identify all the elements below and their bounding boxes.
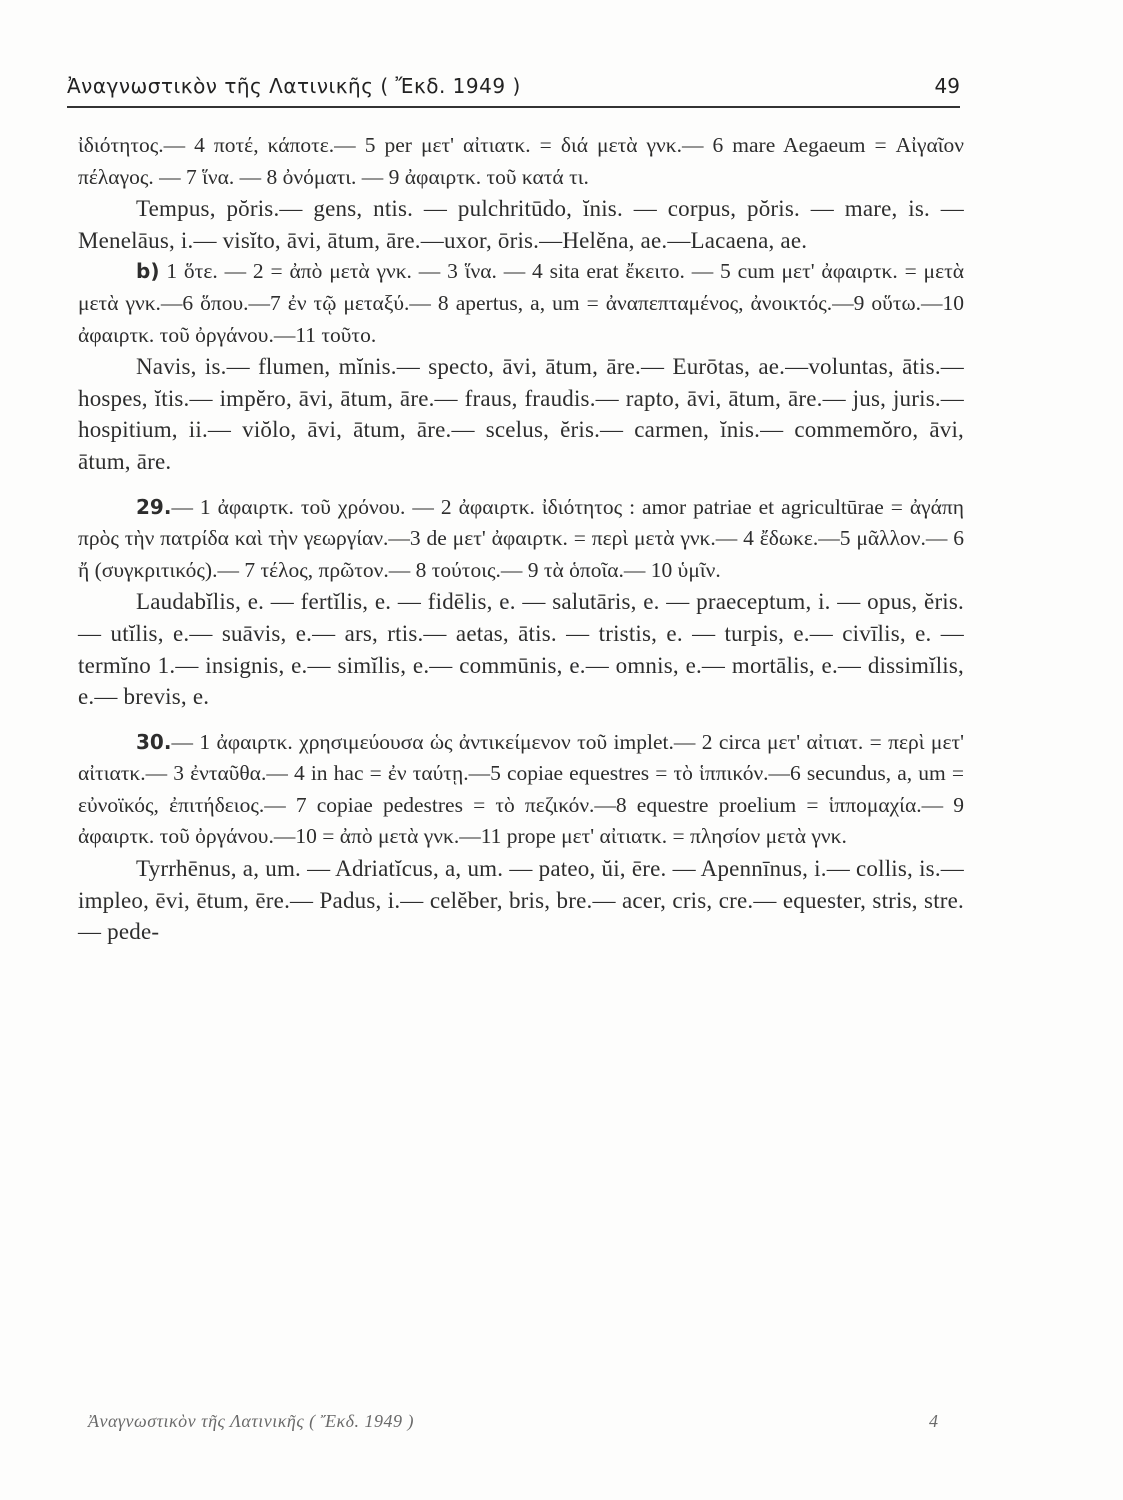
- paragraph-notes-30: [78, 727, 964, 853]
- section-label-b: b): [136, 259, 160, 284]
- paragraph-notes-continued: ἰδιότητος.— 4 ποτέ, κάποτε.— 5 per μετ' αἰτιατκ. = διά μετὰ γνκ.— 6 mare Aegaeum = Αἰγαῖον πέλαγος. — 7 ἵνα. — 8 ὀνόματι. — 9 ἀφαιρτκ. τοῦ κατά τι.: [78, 133, 964, 189]
- body-text: [78, 130, 964, 948]
- paragraph-vocabulary-30: Tyrrhēnus, a, um. — Adriatĭcus, a, um. — pateo, ŭi, ēre. — Apennīnus, i.— collis, is.— impleo, ēvi, ētum, ēre.— Padus, i.— celĕber, bris, bre.— acer, cris, cre.— equester, stris, stre.— pede-: [78, 856, 964, 945]
- paragraph-notes-b: [78, 256, 964, 351]
- footer-signature: Ἀναγνωστικὸν τῆς Λατινικῆς ( Ἔκδ. 1949 ): [88, 1411, 415, 1431]
- footer-signature-mark: 4: [929, 1411, 938, 1431]
- page-number: 49: [934, 74, 960, 98]
- paragraph-notes-30-text: — 1 ἀφαιρτκ. χρησιμεύουσα ὡς ἀντικείμενον τοῦ implet.— 2 circa μετ' αἰτιατ. = περὶ μετ' αἰτιατκ.— 3 ἐνταῦθα.— 4 in hac = ἐν ταύτῃ.—5 copiae equestres = τὸ ἱππικόν.—6 secundus, a, um = εὐνοϊκός, ἐπιτήδειος.— 7 copiae pedestres = τὸ πεζικόν.—8 equestre proelium = ἱππομαχία.— 9 ἀφαιρτκ. τοῦ ὀργάνου.—10 = ἀπὸ μετὰ γνκ.—11 prope μετ' αἰτιατκ. = πλησίον μετὰ γνκ.: [78, 729, 964, 849]
- running-header: [67, 72, 960, 108]
- paragraph-notes-b-text: 1 ὅτε. — 2 = ἀπὸ μετὰ γνκ. — 3 ἵνα. — 4 sita erat ἔκειτο. — 5 cum μετ' ἀφαιρτκ. = μετὰ μετὰ γνκ.—6 ὅπου.—7 ἐν τῷ μεταξύ.— 8 apertus, a, um = ἀναπεπταμένος, ἀνοικτός.—9 οὕτω.—10 ἀφαιρτκ. τοῦ ὀργάνου.—11 τοῦτο.: [78, 259, 965, 347]
- paragraph-vocabulary-b: Navis, is.— flumen, mĭnis.— specto, āvi, ātum, āre.— Eurōtas, ae.—voluntas, ātis.— hospes, ĭtis.— impĕro, āvi, ātum, āre.— fraus, fraudis.— rapto, āvi, ātum, āre.— jus, juris.— hospitium, ii.— viŏlo, āvi, ātum, āre.— scelus, ĕris.— carmen, ĭnis.— commemŏro, āvi, ātum, āre.: [78, 354, 964, 474]
- section-number-29: 29.: [136, 494, 172, 519]
- running-header-title: Ἀναγνωστικὸν τῆς Λατινικῆς ( Ἔκδ. 1949 ): [67, 74, 521, 98]
- paragraph-vocabulary-a: Tempus, pŏris.— gens, ntis. — pulchritūdo, ĭnis. — corpus, pŏris. — mare, is. — Menelāus, i.— visĭto, āvi, ātum, āre.—uxor, ōris.—Helĕna, ae.—Lacaena, ae.: [78, 196, 964, 253]
- section-number-30: 30.: [136, 729, 172, 754]
- paragraph-notes-29-text: — 1 ἀφαιρτκ. τοῦ χρόνου. — 2 ἀφαιρτκ. ἰδιότητος : amor patriae et agricultūrae = ἀγάπη πρὸς τὴν πατρίδα καὶ τὴν γεωργίαν.—3 de μετ' ἀφαιρτκ. = περὶ μετὰ γνκ.— 4 ἔδωκε.—5 μᾶλλον.— 6 ἤ (συγκριτικός).— 7 τέλος, πρῶτον.— 8 τούτοις.— 9 τὰ ὁποῖα.— 10 ὑμῖν.: [78, 494, 964, 582]
- paragraph-vocabulary-29: Laudabĭlis, e. — fertĭlis, e. — fidēlis, e. — salutāris, e. — praeceptum, i. — opus, ĕris.— utĭlis, e.— suāvis, e.— ars, rtis.— aetas, ātis. — tristis, e. — turpis, e.— civīlis, e. — termĭno 1.— insignis, e.— simĭlis, e.— commūnis, e.— omnis, e.— mortālis, e.— dissimĭlis, e.— brevis, e.: [78, 589, 964, 710]
- page-footer: [88, 1411, 938, 1441]
- paragraph-notes-29: [78, 492, 964, 587]
